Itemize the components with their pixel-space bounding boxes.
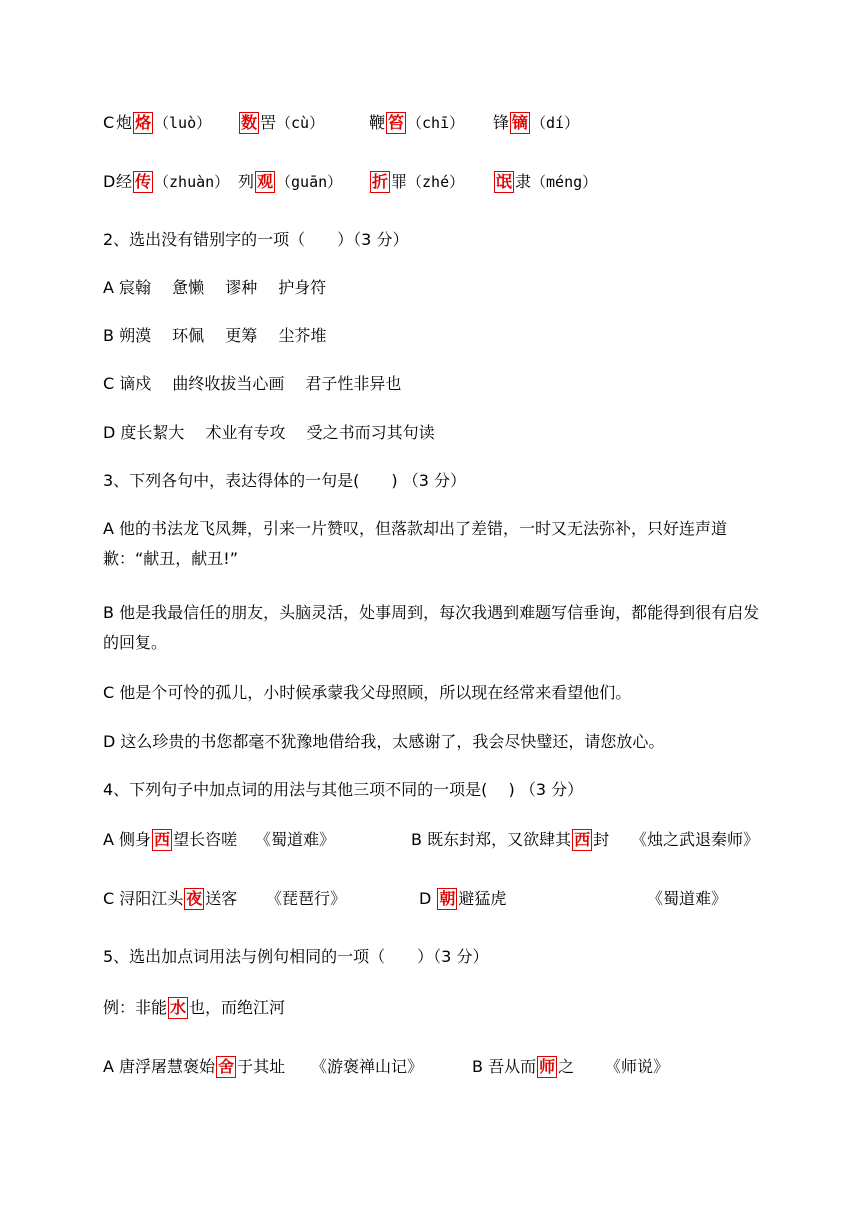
highlighted-char: 水	[170, 998, 187, 1017]
q2-option-b: B 朔漠 环佩 更筹 尘芥堆	[103, 326, 327, 345]
q5-option-a: A 唐浮屠慧褒始 舍 于其址	[103, 1057, 286, 1076]
q1d-item-1: 经 传 （zhuàn）	[116, 172, 230, 191]
q1c-item-4: 锋 镝 （dí）	[493, 113, 580, 132]
q2-stem: 2、选出没有错别字的一项（ ）（3 分）	[103, 230, 409, 249]
q4-option-b: B 既东封郑，又欲肆其 西 封	[411, 830, 610, 849]
q2-option-c: C 谪戍 曲终收拔当心画 君子性非异也	[103, 374, 402, 393]
q1c-item-2: 数 罟（cù）	[241, 113, 325, 132]
highlighted-char: 笞	[388, 113, 405, 132]
highlighted-char: 夜	[186, 889, 203, 908]
q4-source-d: 《蜀道难》	[647, 889, 728, 908]
q5-stem: 5、选出加点词用法与例句相同的一项（ ）（3 分）	[103, 947, 489, 966]
highlighted-char: 烙	[135, 113, 152, 132]
q3-option-b: B 他是我最信任的朋友，头脑灵活，处事周到，每次我遇到难题写信垂询，都能得到很有启发的回复。	[103, 603, 760, 652]
q3-option-a: A 他的书法龙飞凤舞，引来一片赞叹，但落款却出了差错，一时又无法弥补，只好连声道歉：“献丑，献丑!”	[103, 519, 728, 568]
q4-option-c: C 浔阳江头 夜 送客	[103, 889, 238, 908]
q5-option-b: B 吾从而 师 之	[472, 1057, 575, 1076]
q1c-item-3: 鞭 笞 （chī）	[369, 113, 465, 132]
q2-option-a: A 宸翰 惫懒 谬种 护身符	[103, 278, 327, 297]
q1d-item-4: 氓 隶（méng）	[496, 172, 598, 191]
q5-source-a: 《游褒禅山记》	[311, 1057, 424, 1076]
q2-option-d: D 度长絜大 术业有专攻 受之书而习其句读	[103, 423, 435, 442]
q1d-item-2: 列 观 （guān）	[238, 172, 343, 191]
q4-option-d: D 朝 避猛虎	[419, 889, 507, 908]
q1d-item-3: 折 罪（zhé）	[372, 172, 465, 191]
option-letter: D	[103, 172, 116, 191]
q4-stem: 4、下列句子中加点词的用法与其他三项不同的一项是( ) （3 分）	[103, 780, 584, 799]
highlighted-char: 传	[135, 172, 152, 191]
highlighted-char: 西	[574, 830, 591, 849]
q4-source-a: 《蜀道难》	[255, 830, 336, 849]
highlighted-char: 观	[257, 172, 274, 191]
q3-option-d: D 这么珍贵的书您都毫不犹豫地借给我，太感谢了，我会尽快璧还，请您放心。	[103, 732, 665, 751]
q4-option-a: A 侧身 西 望长咨嗟	[103, 830, 238, 849]
highlighted-char: 西	[154, 830, 171, 849]
highlighted-char: 舍	[218, 1057, 235, 1076]
q1c-item-1: 炮 烙 （luò）	[116, 113, 212, 132]
q5-source-b: 《师说》	[605, 1057, 670, 1076]
q4-source-b: 《烛之武退秦师》	[631, 830, 760, 849]
highlighted-char: 折	[372, 172, 389, 191]
highlighted-char: 氓	[496, 172, 513, 191]
q5-example: 例：非能 水 也，而绝江河	[103, 998, 286, 1017]
q4-source-c: 《琵琶行》	[266, 889, 347, 908]
q3-option-c: C 他是个可怜的孤儿，小时候承蒙我父母照顾，所以现在经常来看望他们。	[103, 683, 632, 702]
option-letter: C	[103, 113, 115, 132]
highlighted-char: 朝	[439, 889, 456, 908]
q3-stem: 3、下列各句中，表达得体的一句是( ) （3 分）	[103, 471, 467, 490]
highlighted-char: 镝	[512, 113, 529, 132]
highlighted-char: 师	[539, 1057, 556, 1076]
highlighted-char: 数	[241, 113, 258, 132]
